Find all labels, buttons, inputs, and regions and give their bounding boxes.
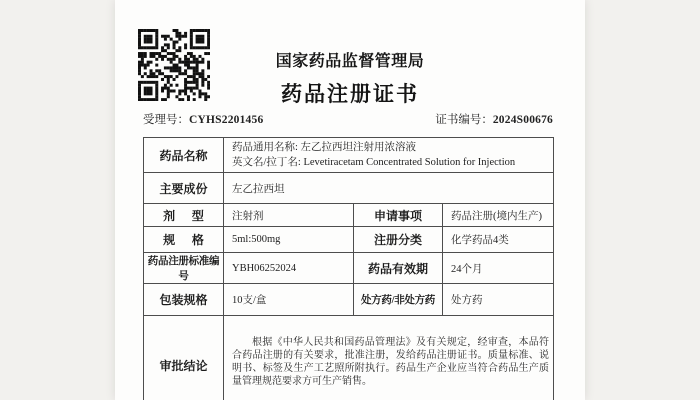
table-row [144, 138, 554, 173]
conclusion-cell [224, 316, 554, 400]
table-row [144, 173, 554, 204]
package-value: 10支/盒 [224, 284, 354, 316]
dosage-form-label: 剂型 [144, 204, 224, 227]
application-label: 申请事项 [354, 204, 443, 227]
conclusion-text: 根据《中华人民共和国药品管理法》及有关规定，经审查，本品符合药品注册的有关要求，批准注册，发给药品注册证书。质量标准、说明书、标签及生产工艺照所附执行。药品生产企业应当符合药品生产质量管理规范要求方可生产销售。 [232, 337, 550, 387]
standard-no-label: 药品注册标准编号 [144, 253, 224, 284]
reg-class-value: 化学药品4类 [443, 227, 554, 253]
acceptance-number [143, 111, 263, 127]
application-value: 药品注册(境内生产) [443, 204, 554, 227]
certificate-title: 药品注册证书 [281, 82, 419, 106]
acceptance-number-label: 受理号： [143, 114, 189, 126]
drug-name-label: 药品名称 [144, 138, 224, 173]
table-row [144, 227, 554, 253]
agency-name: 国家药品监督管理局 [275, 53, 425, 70]
specification-label: 规格 [144, 227, 224, 253]
rx-type-value: 处方药 [443, 284, 554, 316]
specification-value: 5ml:500mg [224, 227, 354, 253]
table-row [144, 316, 554, 400]
reg-class-label: 注册分类 [354, 227, 443, 253]
table-row [144, 284, 554, 316]
drug-generic-name: 药品通用名称: 左乙拉西坦注射用浓溶液 [232, 142, 417, 153]
standard-no-value: YBH06252024 [224, 253, 354, 284]
drug-name-cell [224, 138, 554, 173]
package-label: 包装规格 [144, 284, 224, 316]
validity-value: 24个月 [443, 253, 554, 284]
certificate-number-label: 证书编号： [435, 114, 493, 126]
meta-row [143, 111, 553, 127]
table-row [144, 204, 554, 227]
main-ingredient-label: 主要成份 [144, 173, 224, 204]
dosage-form-value: 注射剂 [224, 204, 354, 227]
registration-table [143, 137, 554, 400]
certificate-document [115, 0, 585, 400]
acceptance-number-value: CYHS2201456 [189, 114, 264, 126]
certificate-number [435, 111, 553, 127]
drug-english-name: 英文名/拉丁名: Levetiracetam Concentrated Solution for Injection [232, 157, 516, 168]
rx-type-label: 处方药/非处方药 [354, 284, 443, 316]
main-ingredient-value: 左乙拉西坦 [224, 173, 554, 204]
certificate-number-value: 2024S00676 [492, 114, 553, 126]
conclusion-label: 审批结论 [144, 316, 224, 400]
table-row [144, 253, 554, 284]
validity-label: 药品有效期 [354, 253, 443, 284]
